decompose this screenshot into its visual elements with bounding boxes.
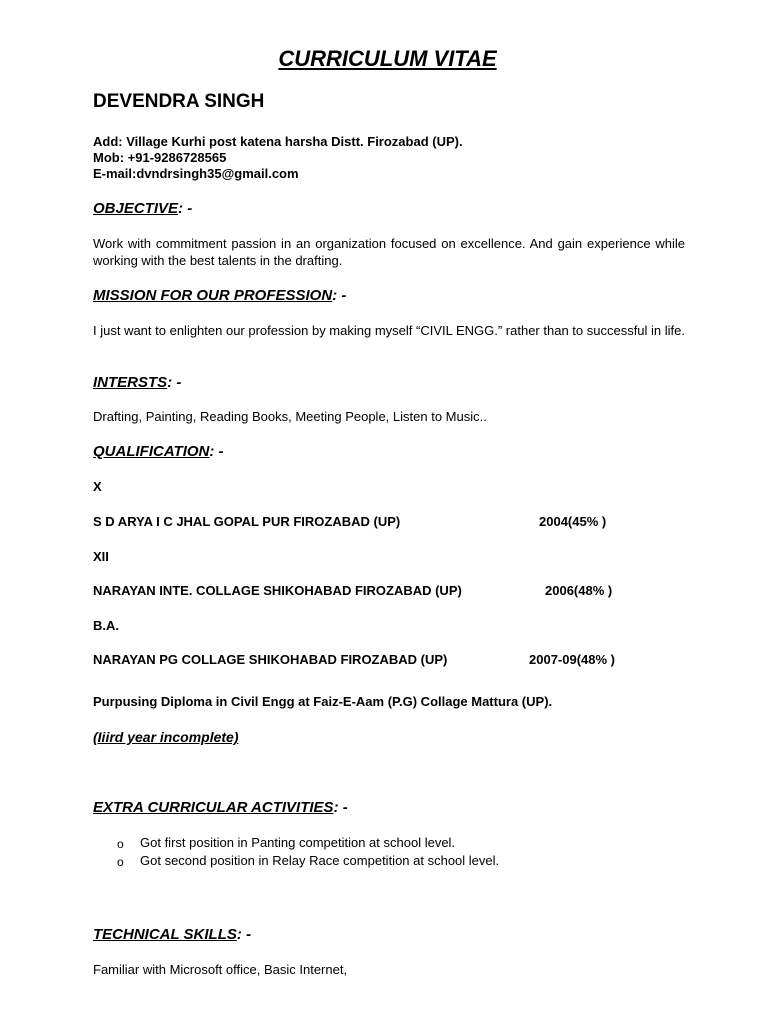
- bullet-marker: o: [117, 855, 124, 869]
- mobile-line: Mob: +91-9286728565: [93, 150, 227, 165]
- email-line: E-mail:dvndrsingh35@gmail.com: [93, 166, 299, 181]
- extra-heading: [93, 799, 348, 816]
- interests-heading-label: INTERSTS: [93, 374, 168, 391]
- objective-heading-label: OBJECTIVE: [93, 200, 179, 217]
- qualification-heading-suffix: : -: [209, 443, 224, 460]
- objective-text: Work with commitment passion in an organization focused on excellence. And gain experience while working with the best talents in the drafting.: [93, 236, 685, 268]
- activity-item: Got second position in Relay Race competition at school level.: [140, 853, 500, 868]
- interests-heading: [93, 374, 181, 391]
- diploma-note: (Iiird year incomplete): [93, 729, 239, 745]
- qualification-year: 2007-09(48% ): [529, 652, 615, 667]
- technical-text: Familiar with Microsoft office, Basic Internet,: [93, 962, 348, 977]
- qualification-institution: NARAYAN INTE. COLLAGE SHIKOHABAD FIROZABAD (UP): [93, 583, 462, 598]
- mission-text: I just want to enlighten our profession by making myself “CIVIL ENGG.” rather than to successful in life.: [93, 323, 686, 338]
- qualification-level: X: [93, 479, 102, 494]
- qualification-institution: NARAYAN PG COLLAGE SHIKOHABAD FIROZABAD (UP): [93, 652, 448, 667]
- candidate-name: DEVENDRA SINGH: [93, 91, 265, 112]
- technical-heading-suffix: : -: [236, 926, 252, 943]
- qualification-heading-label: QUALIFICATION: [93, 443, 210, 460]
- technical-heading: [93, 926, 251, 943]
- mission-heading: [93, 287, 346, 304]
- interests-text: Drafting, Painting, Reading Books, Meeting People, Listen to Music..: [93, 409, 487, 424]
- qualification-heading: [93, 443, 224, 460]
- technical-heading-label: TECHNICAL SKILLS: [93, 926, 237, 943]
- mission-heading-suffix: : -: [332, 287, 347, 304]
- qualification-year: 2006(48% ): [545, 583, 613, 598]
- qualification-institution: S D ARYA I C JHAL GOPAL PUR FIROZABAD (UP): [93, 514, 401, 529]
- bullet-marker: o: [117, 837, 124, 851]
- objective-heading-suffix: : -: [178, 200, 193, 217]
- extra-heading-label: EXTRA CURRICULAR ACTIVITIES: [93, 799, 334, 816]
- address-line: Add: Village Kurhi post katena harsha Distt. Firozabad (UP).: [93, 134, 463, 149]
- document-title: CURRICULUM VITAE: [278, 46, 497, 71]
- extra-heading-suffix: : -: [333, 799, 348, 816]
- qualification-level: XII: [93, 549, 109, 564]
- mission-heading-label: MISSION FOR OUR PROFESSION: [93, 287, 333, 304]
- qualification-level: B.A.: [93, 618, 119, 633]
- qualification-year: 2004(45% ): [539, 514, 607, 529]
- activity-item: Got first position in Panting competition at school level.: [140, 835, 456, 850]
- objective-heading: [93, 200, 192, 217]
- interests-heading-suffix: : -: [167, 374, 182, 391]
- diploma-line: Purpusing Diploma in Civil Engg at Faiz-E-Aam (P.G) Collage Mattura (UP).: [93, 694, 553, 709]
